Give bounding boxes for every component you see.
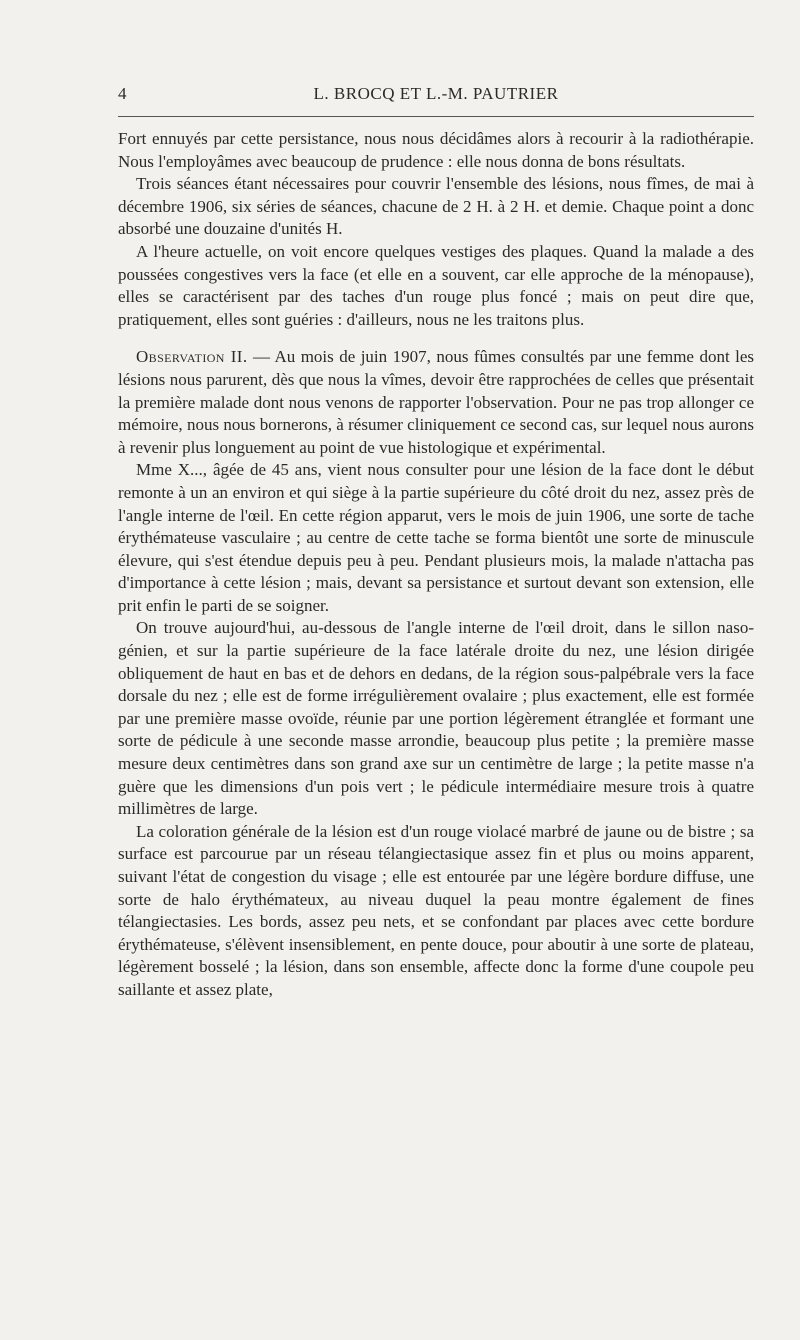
book-page [118, 82, 754, 1002]
running-title: L. BROCQ ET L.-M. PAUTRIER [313, 84, 559, 103]
header-rule [118, 116, 754, 117]
paragraph: La coloration générale de la lésion est d'un rouge violacé marbré de jaune ou de bistre ; sa surface est parcourue par un réseau télangiectasique assez fin et plus ou moins apparent, suivant l'état de congestion du visage ; elle est entourée par une légère bordure diffuse, une sorte de halo érythémateux, au niveau duquel la peau montre également de fines télangiectasies. Les bords, assez peu nets, et se confondant par places avec cette bordure érythémateuse, s'élèvent insensiblement, en pente douce, pour aboutir à une sorte de plateau, légèrement bosselé ; la lésion, dans son ensemble, affecte donc la forme d'une coupole peu saillante et assez plate, [118, 821, 754, 999]
observation-label: Observation II. [136, 347, 248, 367]
page-header [118, 82, 754, 112]
paragraph: On trouve aujourd'hui, au-dessous de l'angle interne de l'œil droit, dans le sillon naso-génien, et sur la partie supérieure de la face latérale droite du nez, une lésion dirigée obliquement de haut en bas et de dehors en dedans, de la région sous-palpébrale vers la face dorsale du nez ; elle est de forme irrégulièrement ovalaire ; plus exactement, elle est formée par une première masse ovoïde, réunie par une portion légèrement étranglée et formant une sorte de pédicule à une seconde masse arrondie, beaucoup plus petite ; la première masse mesure deux centimètres dans son grand axe sur un centimètre de large ; la petite masse n'a guère que les dimensions d'un pois vert ; le pédicule intermédiaire mesure trois à quatre millimètres de large. [118, 618, 754, 819]
paragraph: Trois séances étant nécessaires pour couvrir l'ensemble des lésions, nous fîmes, de mai à décembre 1906, six séries de séances, chacune de 2 H. à 2 H. et demie. Chaque point a donc absorbé une douzaine d'unités H. [118, 174, 754, 239]
page-body [118, 128, 754, 1002]
paragraph: A l'heure actuelle, on voit encore quelques vestiges des plaques. Quand la malade a des poussées congestives vers la face (et elle en a souvent, car elle approche de la ménopause), elles se caractérisent par des taches d'un rouge plus foncé ; mais on peut dire que, pratiquement, elles sont guéries : d'ailleurs, nous ne les traitons plus. [118, 241, 754, 329]
paragraph-continuation: Fort ennuyés par cette persistance, nous nous décidâmes alors à recourir à la radiothérapie. Nous l'employâmes avec beaucoup de prudence : elle nous donna de bons résultats. [118, 129, 754, 171]
paragraph-observation-heading: Observation II. — Au mois de juin 1907, nous fûmes consultés par une femme dont les lésions nous parurent, dès que nous la vîmes, devoir être rapprochées de celles que présentait la première malade dont nous venons de rapporter l'observation. Pour ne pas trop allonger ce mémoire, nous nous bornerons, à résumer cliniquement ce second cas, sur lequel nous aurons à revenir plus longuement au point de vue histologique et expérimental. [118, 347, 755, 457]
page-number: 4 [118, 84, 127, 103]
paragraph: Mme X..., âgée de 45 ans, vient nous consulter pour une lésion de la face dont le début remonte à un an environ et qui siège à la partie supérieure du côté droit du nez, assez près de l'angle interne de l'œil. En cette région apparut, vers le mois de juin 1906, une sorte de tache érythémateuse vasculaire ; au centre de cette tache se forma bientôt une sorte de minuscule élevure, qui s'est étendue depuis peu à peu. Pendant plusieurs mois, la malade n'attacha pas d'importance à cette lésion ; mais, devant sa persistance et surtout devant son extension, elle prit enfin le parti de se soigner. [118, 460, 754, 615]
